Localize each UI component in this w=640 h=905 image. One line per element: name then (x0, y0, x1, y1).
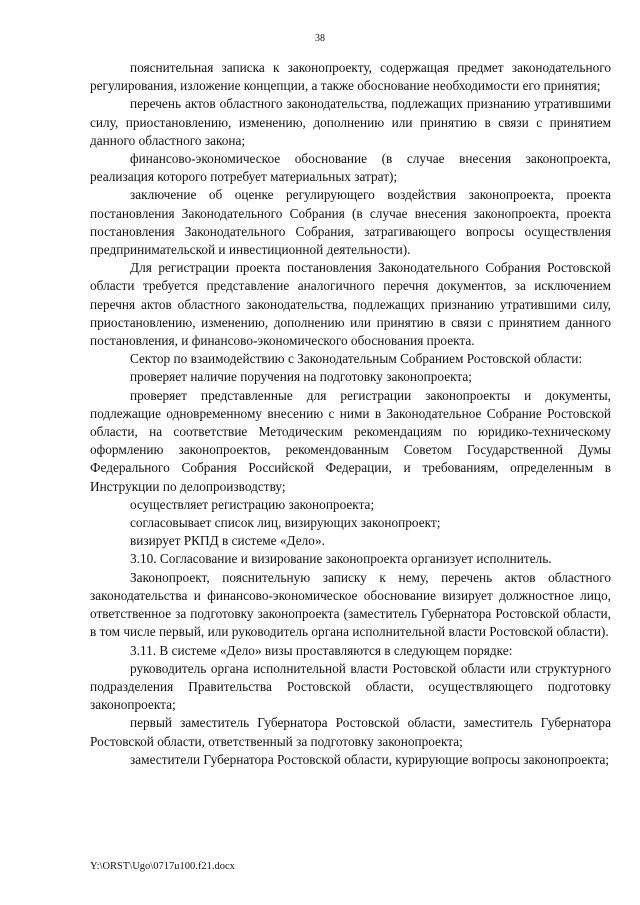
document-body (90, 59, 611, 769)
paragraph: финансово-экономическое обоснование (в случае внесения законопроекта, реализация которого потребует материальных затрат); (90, 151, 611, 185)
paragraph: 3.11. В системе «Дело» визы проставляются в следующем порядке: (130, 642, 513, 658)
paragraph: перечень актов областного законодательства, подлежащих признанию утратившими силу, приостановлению, изменению, дополнению или принятию в связи с принятием данного областного закона; (90, 96, 611, 148)
paragraph: Законопроект, пояснительную записку к нему, перечень актов областного законодательства и финансово-экономическое обоснование визирует должностное лицо, ответственное за подготовку законопроекта (заместитель Губернатора Ростовской области, в том числе первый, или руководитель органа исполнительной власти Ростовской области). (90, 569, 611, 640)
paragraph: Сектор по взаимодействию с Законодательным Собранием Ростовской области: (130, 351, 583, 367)
paragraph: осуществляет регистрацию законопроекта; (130, 496, 375, 512)
paragraph: заместители Губернатора Ростовской области, курирующие вопросы законопроекта; (130, 751, 610, 767)
paragraph: проверяет наличие поручения на подготовку законопроекта; (130, 369, 472, 385)
paragraph: 3.10. Согласование и визирование законопроекта организует исполнитель. (130, 551, 552, 567)
paragraph: визирует РКПД в системе «Дело». (130, 533, 325, 549)
paragraph: руководитель органа исполнительной власти Ростовской области или структурного подразделения Правительства Ростовской области, осуществляющего подготовку законопроекта; (90, 660, 611, 713)
paragraph: пояснительная записка к законопроекту, содержащая предмет законодательного регулирования, изложение концепции, а также обоснование необходимости его принятия; (90, 60, 611, 94)
footer-file-path: Y:\ORST\Ugo\0717u100.f21.docx (90, 861, 235, 872)
paragraph: заключение об оценке регулирующего воздействия законопроекта, проекта постановления Законодательного Собрания (в случае внесения законопроекта, проекта постановления Законодательного Собрания, затрагивающего вопросы осуществления предпринимательской и инвестиционной деятельности). (90, 187, 611, 258)
paragraph: первый заместитель Губернатора Ростовской области, заместитель Губернатора Ростовской области, ответственный за подготовку законопроекта; (90, 715, 611, 749)
paragraph: Для регистрации проекта постановления Законодательного Собрания Ростовской области требуется представление аналогичного перечня документов, за исключением перечня актов областного законодательства, подлежащих признанию утратившими силу, приостановлению, изменению, дополнению или принятию в связи с принятием данного постановления, и финансово-экономического обоснования проекта. (90, 260, 611, 349)
page-number: 38 (315, 33, 325, 44)
paragraph: проверяет представленные для регистрации законопроекты и документы, подлежащие одновременному внесению с ними в Законодательное Собрание Ростовской области, на соответствие Методическим рекомендациям по юридико-техническому оформлению законопроектов, рекомендованным Советом Государственной Думы Федерального Собрания Российской Федерации, и требованиям, определенным в Инструкции по делопроизводству; (90, 387, 611, 494)
paragraph: согласовывает список лиц, визирующих законопроект; (130, 515, 441, 531)
